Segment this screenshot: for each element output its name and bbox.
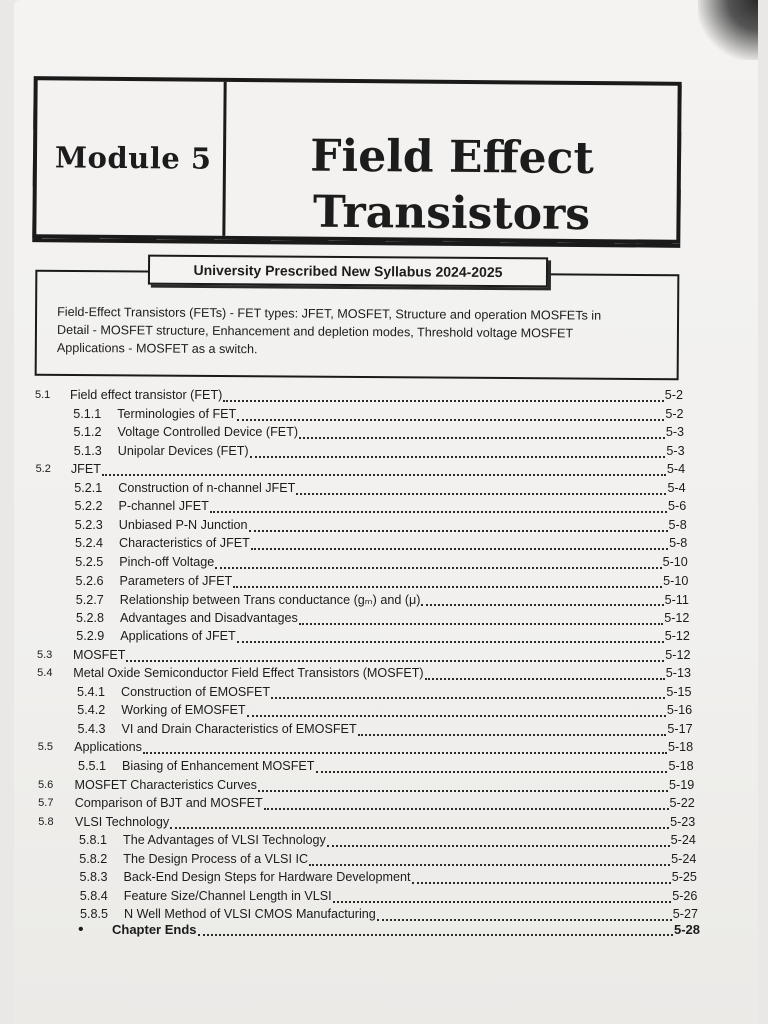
- dot-leader: [251, 548, 668, 550]
- toc-entry-title: Parameters of JFET: [119, 573, 233, 588]
- toc-entry-title: The Advantages of VLSI Technology: [123, 833, 326, 848]
- dot-leader: [316, 771, 668, 773]
- toc-entry-title: Construction of n-channel JFET: [118, 480, 296, 495]
- toc-entry-page: 5-10: [662, 554, 688, 569]
- dot-leader: [210, 511, 667, 513]
- dot-leader: [309, 864, 670, 866]
- toc-entry-page: 5-12: [664, 610, 690, 625]
- toc-entry[interactable]: [73, 666, 691, 684]
- module-cell: [36, 80, 226, 236]
- toc-entry-page: 5-19: [669, 777, 695, 792]
- toc-entry-title: Relationship between Trans conductance (gₘ) and (μ): [119, 593, 421, 608]
- toc-entry-number: 5.5.1: [78, 759, 107, 773]
- toc-entry[interactable]: [74, 481, 685, 499]
- syllabus-text: [57, 303, 672, 361]
- toc-entry-title: Comparison of BJT and MOSFET: [74, 796, 263, 811]
- toc-entry-page: 5-23: [670, 814, 696, 829]
- toc-entry-page: 5-16: [666, 703, 693, 718]
- toc-entry-page: 5-24: [671, 851, 697, 866]
- bullet-icon: •: [78, 921, 84, 938]
- toc-entry-title: Unbiased P-N Junction: [118, 517, 248, 532]
- toc-entry-title: Terminologies of FET: [117, 406, 237, 421]
- toc-entry-number: 5.2.8: [76, 610, 105, 625]
- toc-entry-page: 5-2: [665, 406, 684, 421]
- toc-entry-page: 5-24: [670, 833, 696, 848]
- dot-leader: [271, 697, 665, 699]
- dot-leader: [264, 808, 669, 810]
- toc-entry-number: 5.4.2: [77, 703, 106, 718]
- toc-entry-number: 5.2.7: [75, 593, 104, 608]
- dot-leader: [215, 567, 661, 569]
- toc-entry-title: Unipolar Devices (FET): [117, 443, 249, 458]
- toc-entry-number: 5.4.1: [77, 684, 106, 699]
- toc-entry-title: MOSFET: [73, 647, 126, 662]
- toc-entry[interactable]: [75, 778, 695, 796]
- module-label: Module 5: [54, 140, 212, 176]
- toc-entry-page: 5-12: [665, 647, 691, 662]
- dot-leader: [233, 586, 662, 588]
- toc-entry-title: Characteristics of JFET: [119, 536, 250, 551]
- toc-entry[interactable]: [80, 870, 697, 888]
- toc-entry[interactable]: [73, 648, 691, 666]
- toc-entry[interactable]: [80, 889, 698, 907]
- toc-entry[interactable]: [75, 518, 687, 536]
- toc-entry-page: 5-10: [663, 573, 689, 588]
- dot-leader: [143, 752, 667, 754]
- module-title-box: [32, 76, 681, 244]
- dot-leader: [258, 790, 668, 792]
- dot-leader: [333, 901, 672, 903]
- toc-entry-number: 5.2.1: [74, 480, 103, 495]
- toc-entry-title: MOSFET Characteristics Curves: [74, 777, 257, 792]
- dot-leader: [126, 660, 664, 662]
- toc-entry-number: 5.4.3: [77, 721, 106, 736]
- toc-entry-page: 5-4: [666, 462, 686, 477]
- toc-entry[interactable]: [73, 407, 683, 425]
- toc-entry[interactable]: [75, 536, 687, 554]
- syllabus-line: Applications - MOSFET as a switch.: [56, 340, 258, 357]
- toc-entry-page: 5-18: [668, 759, 694, 773]
- dot-leader: [299, 623, 663, 625]
- dot-leader: [421, 604, 663, 606]
- chapter-ends-page: 5-28: [673, 922, 700, 937]
- toc-entry-number: 5.2.2: [74, 499, 103, 514]
- toc-entry-title: Advantages and Disadvantages: [120, 610, 298, 625]
- toc-entry-title: P-channel JFET: [118, 499, 209, 514]
- toc-entry-page: 5-18: [667, 740, 694, 755]
- page-corner-shadow: [698, 0, 758, 60]
- toc-entry-title: Working of EMOSFET: [121, 703, 246, 718]
- toc-entry-page: 5-22: [669, 796, 695, 811]
- toc-entry-number: 5.8.4: [79, 888, 108, 903]
- toc-entry[interactable]: [75, 555, 688, 573]
- toc-entry-page: 5-3: [666, 443, 685, 458]
- toc-entry-title: N Well Method of VLSI CMOS Manufacturing: [124, 907, 376, 922]
- dot-leader: [250, 456, 666, 458]
- toc-entry-number: 5.2.3: [74, 517, 103, 532]
- dot-leader: [170, 827, 669, 829]
- dot-leader: [247, 715, 666, 717]
- toc-entry-page: 5-8: [669, 536, 688, 551]
- syllabus-heading: University Prescribed New Syllabus 2024-2025: [148, 255, 548, 288]
- toc-entry[interactable]: [77, 703, 692, 721]
- toc-entry-number: 5.2.4: [75, 536, 104, 551]
- toc-entry[interactable]: [79, 833, 696, 851]
- toc-entry[interactable]: [74, 425, 685, 443]
- toc-entry-number: 5.1.1: [73, 406, 102, 421]
- toc-entry-page: 5-27: [672, 907, 698, 922]
- dot-leader: [237, 641, 664, 643]
- dot-leader: [223, 400, 663, 402]
- toc-entry-title: Metal Oxide Semiconductor Field Effect Transistors (MOSFET): [73, 666, 424, 681]
- toc-entry-number: 5.8.2: [79, 851, 108, 866]
- toc-entry-page: 5-11: [664, 593, 689, 608]
- toc-entry-page: 5-8: [668, 517, 687, 532]
- toc-entry-page: 5-12: [664, 629, 690, 644]
- toc-entry-page: 5-26: [672, 888, 698, 903]
- toc-section-number: 5.7: [38, 797, 54, 810]
- toc-entry-number: 5.8.5: [80, 907, 109, 922]
- chapter-title-line2: Transistors: [312, 186, 591, 241]
- toc-entry-title: Applications of JFET: [120, 629, 236, 644]
- toc-entry[interactable]: [79, 852, 696, 870]
- dot-leader: [198, 934, 673, 936]
- toc-section-number: 5.8: [38, 815, 54, 828]
- toc-entry[interactable]: [76, 592, 689, 610]
- toc-entry[interactable]: [70, 388, 683, 406]
- toc-entry[interactable]: [74, 740, 693, 758]
- toc-entry-title: VLSI Technology: [74, 814, 170, 829]
- toc-entry[interactable]: [75, 499, 687, 517]
- dot-leader: [237, 419, 664, 421]
- toc-entry[interactable]: [77, 685, 692, 703]
- dot-leader: [299, 437, 665, 439]
- toc-entry-title: The Design Process of a VLSI IC: [123, 851, 309, 866]
- chapter-ends-row[interactable]: [112, 922, 700, 940]
- toc-section-number: 5.2: [35, 463, 51, 476]
- toc-entry-title: Pinch-off Voltage: [119, 554, 215, 569]
- toc-entry-title: JFET: [70, 462, 101, 477]
- syllabus-line: Field-Effect Transistors (FETs) - FET types: JFET, MOSFET, Structure and operation MOSFETs in: [57, 304, 602, 323]
- toc-entry-title: Field effect transistor (FET): [70, 388, 223, 402]
- dot-leader: [102, 474, 666, 476]
- dot-leader: [358, 734, 667, 736]
- dot-leader: [412, 882, 671, 884]
- toc-entry-number: 5.8.1: [79, 833, 108, 848]
- toc-entry[interactable]: [76, 611, 689, 629]
- toc-entry-page: 5-13: [665, 666, 692, 681]
- toc-section-number: 5.3: [37, 648, 53, 661]
- toc-entry[interactable]: [75, 815, 695, 833]
- toc-section-number: 5.1: [35, 389, 51, 401]
- toc-entry-number: 5.1.2: [73, 425, 102, 440]
- toc-entry-title: Voltage Controlled Device (FET): [117, 425, 299, 440]
- toc-entry-title: VI and Drain Characteristics of EMOSFET: [121, 721, 357, 736]
- chapter-title: [226, 128, 677, 244]
- toc-entry-title: Biasing of Enhancement MOSFET: [122, 759, 315, 773]
- toc-entry-page: 5-6: [668, 499, 687, 514]
- toc-entry-number: 5.2.6: [75, 573, 104, 588]
- toc-entry-title: Back-End Design Steps for Hardware Development: [123, 870, 411, 885]
- toc-entry-page: 5-3: [665, 425, 685, 440]
- toc-entry[interactable]: [76, 629, 690, 647]
- toc-entry-number: 5.2.9: [76, 629, 105, 644]
- toc-entry-page: 5-2: [664, 388, 683, 402]
- toc-entry-title: Feature Size/Channel Length in VLSI: [123, 888, 332, 903]
- toc-entry-page: 5-17: [667, 721, 693, 736]
- toc-entry[interactable]: [74, 444, 685, 462]
- toc-entry-number: 5.2.5: [75, 554, 104, 569]
- toc-entry-page: 5-25: [671, 870, 697, 885]
- toc-entry[interactable]: [76, 574, 689, 592]
- syllabus-line: Detail - MOSFET structure, Enhancement and depletion modes, Threshold voltage MOSFET: [56, 322, 574, 341]
- dot-leader: [249, 530, 668, 532]
- chapter-title-line1: Field Effect: [310, 130, 594, 185]
- toc-entry-page: 5-4: [667, 480, 686, 495]
- toc-section-number: 5.4: [37, 667, 53, 680]
- toc-entry-title: Applications: [74, 740, 142, 755]
- toc-entry-number: 5.1.3: [73, 443, 102, 458]
- dot-leader: [327, 845, 670, 847]
- toc-entry-title: Construction of EMOSFET: [121, 684, 271, 699]
- toc-section-number: 5.5: [37, 741, 53, 754]
- toc-entry-number: 5.8.3: [79, 870, 108, 885]
- toc-entry[interactable]: [78, 759, 694, 777]
- chapter-ends-label: Chapter Ends: [112, 922, 197, 937]
- toc-entry[interactable]: [75, 796, 695, 814]
- dot-leader: [425, 678, 665, 680]
- toc-entry[interactable]: [71, 462, 685, 480]
- dot-leader: [296, 493, 666, 495]
- toc-entry[interactable]: [78, 722, 693, 740]
- toc-section-number: 5.6: [38, 778, 54, 791]
- toc-entry-page: 5-15: [666, 684, 692, 699]
